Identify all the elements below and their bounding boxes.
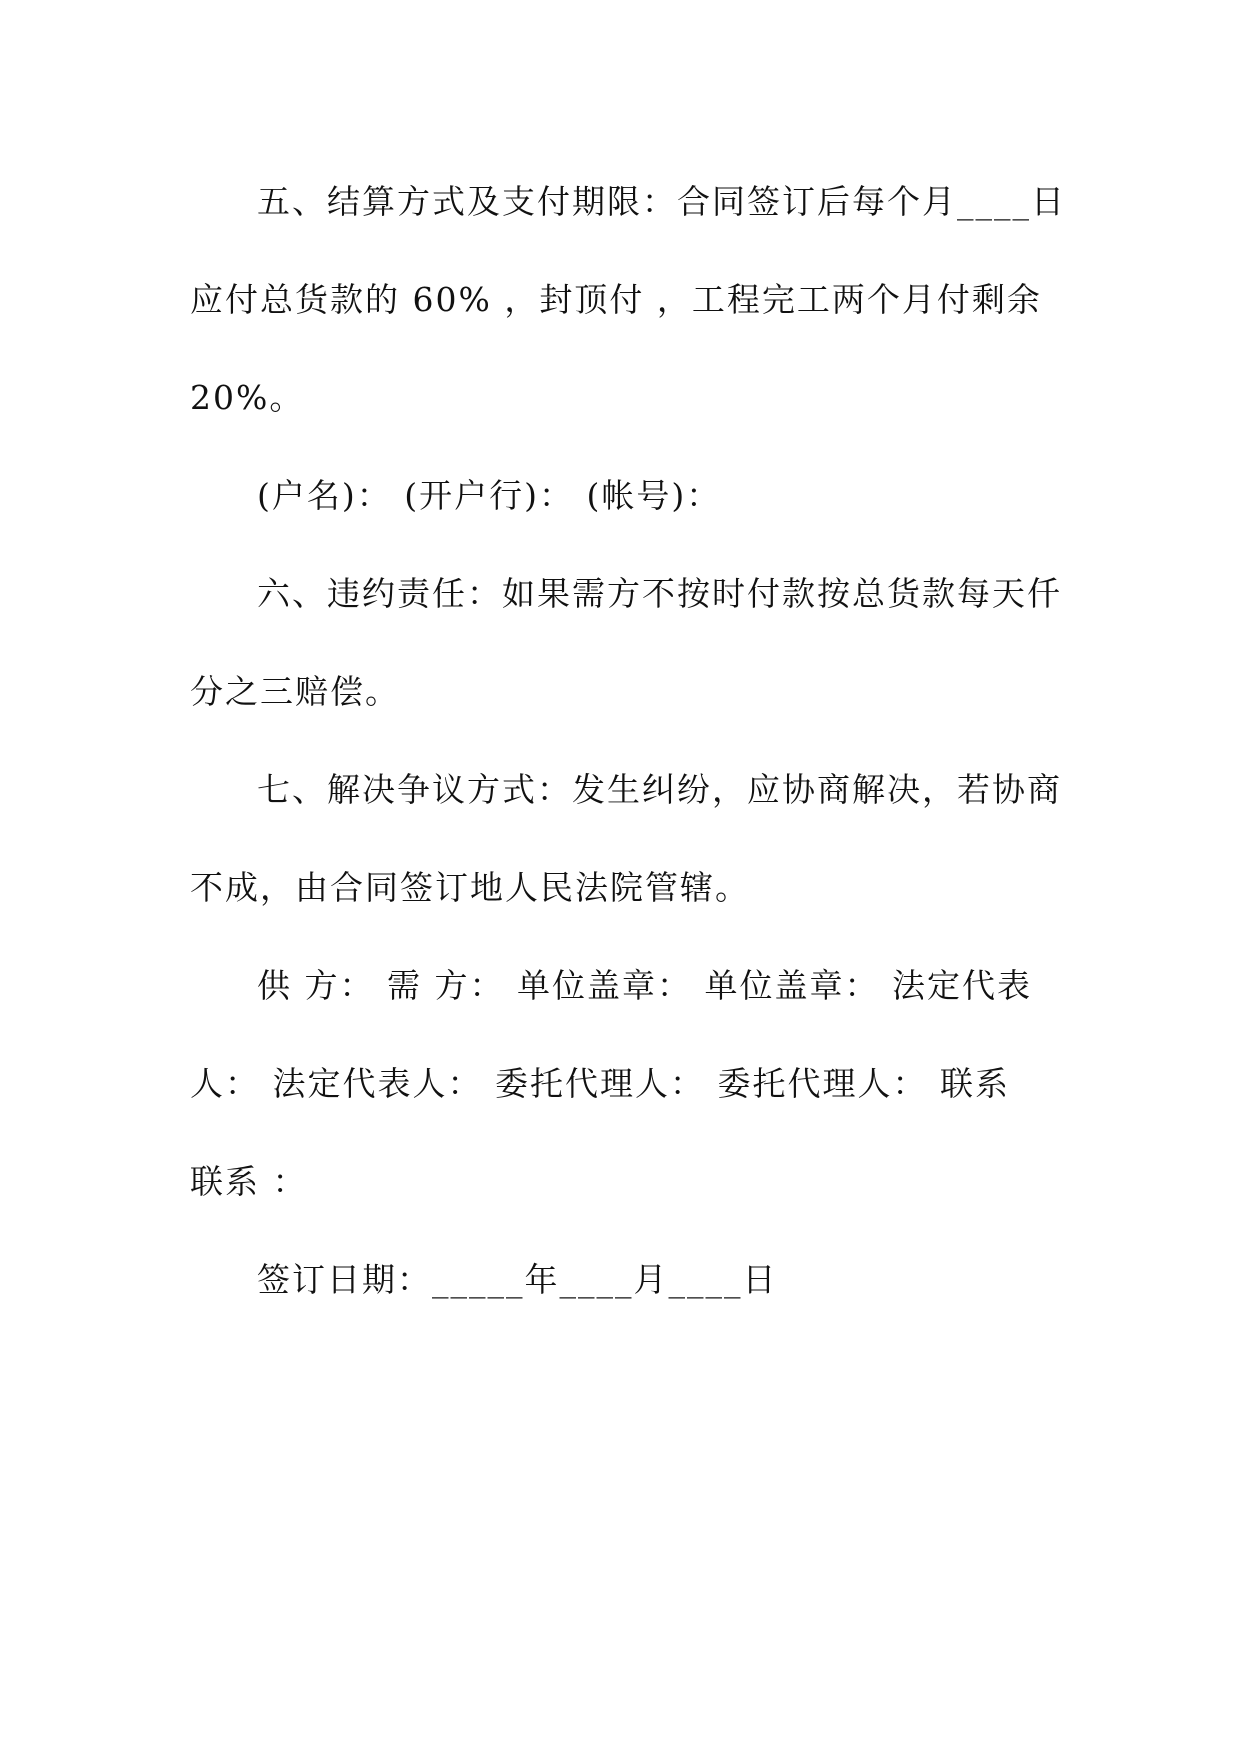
- bank-info-line: (户名)： (开户行)： (帐号)：: [257, 476, 722, 515]
- clause-5-line-2: 应付总货款的 60% ，封顶付 ，工程完工两个月付剩余: [190, 280, 1042, 319]
- signing-date-line: 签订日期：_____年____月____日: [257, 1260, 778, 1299]
- clause-7-line-1: 七、解决争议方式：发生纠纷，应协商解决，若协商: [257, 770, 1062, 809]
- signature-block-line-2: 人： 法定代表人： 委托代理人： 委托代理人： 联系: [190, 1064, 1010, 1103]
- signature-block-line-1: 供 方： 需 方： 单位盖章： 单位盖章： 法定代表: [257, 966, 1032, 1005]
- clause-5-line-3: 20%。: [190, 378, 305, 417]
- clause-5-line-1: 五、结算方式及支付期限：合同签订后每个月____日: [257, 182, 1066, 221]
- clause-6-line-1: 六、违约责任：如果需方不按时付款按总货款每天仟: [257, 574, 1062, 613]
- signature-block-line-3: 联系 ：: [190, 1162, 308, 1201]
- clause-7-line-2: 不成，由合同签订地人民法院管辖。: [190, 868, 750, 907]
- clause-6-line-2: 分之三赔偿。: [190, 672, 400, 711]
